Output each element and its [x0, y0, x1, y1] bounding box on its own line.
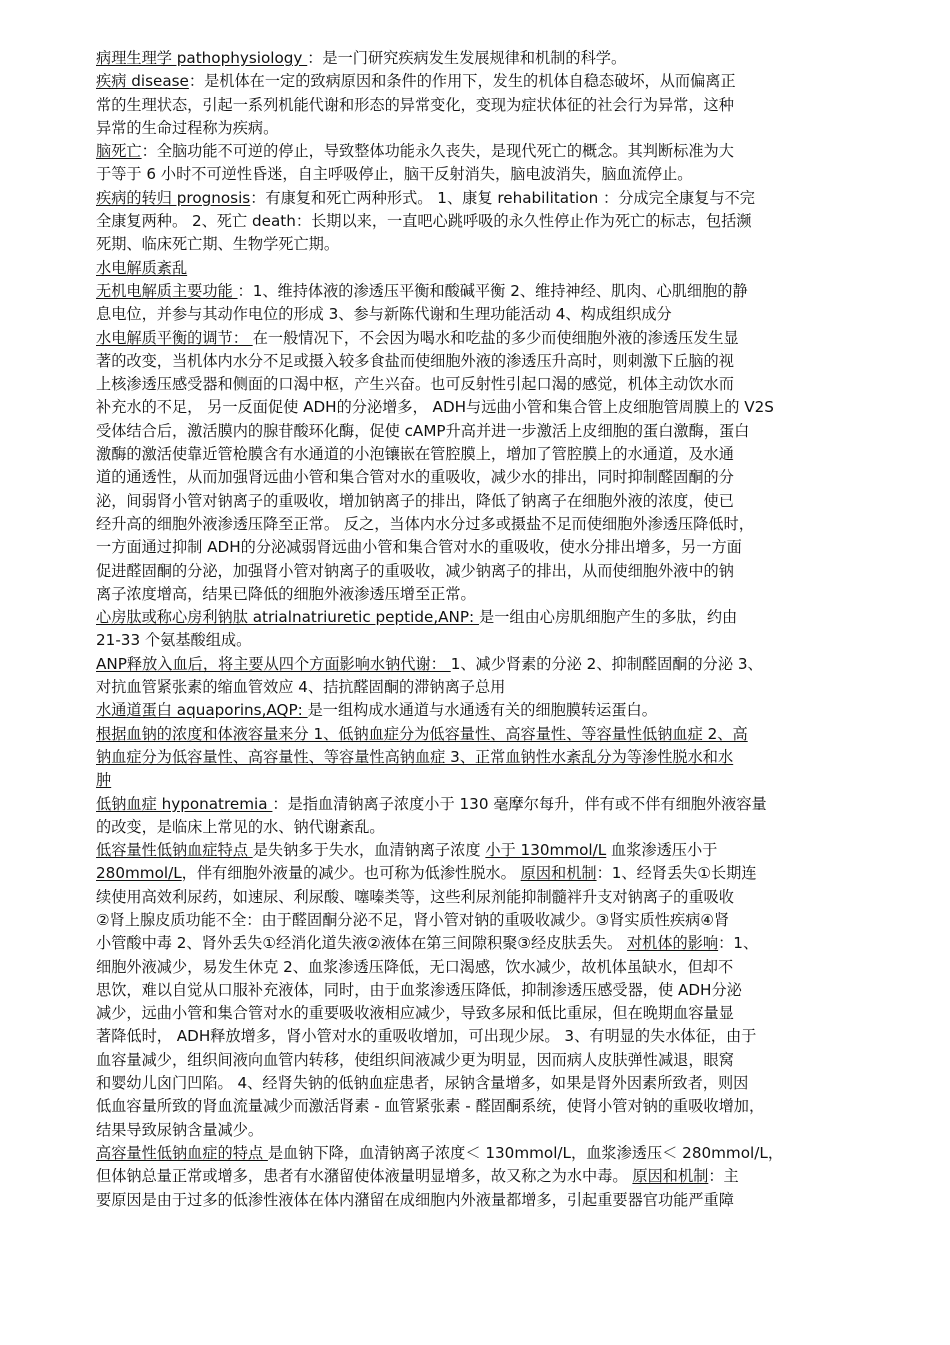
text-line	[96, 1142, 908, 1165]
text-segment: 一方面通过抑制 ADH的分泌减弱肾远曲小管和集合管对水的重吸收，使水分排出增多，另一方面	[96, 538, 742, 557]
text-line	[96, 280, 908, 303]
text-segment: ：是指血清钠离子浓度小于 130 毫摩尔每升，伴有或不伴有细胞外液容量	[272, 794, 767, 813]
text-segment: 著降低时， ADH释放增多，肾小管对水的重吸收增加，可出现少尿。 3、有明显的失水体征，由于	[96, 1027, 757, 1046]
underlined-term: 水电解质紊乱	[96, 258, 188, 277]
underlined-term: 高容量性低钠血症的特点	[96, 1143, 268, 1162]
text-segment: 经升高的细胞外液渗透压降至正常。 反之，当体内水分过多或摄盐不足而使细胞外渗透压降低时，	[96, 514, 754, 533]
text-line	[96, 583, 908, 606]
text-segment: ：1、维持体液的渗透压平衡和酸碱平衡 2、维持神经、肌肉、心肌细胞的静	[237, 281, 748, 300]
text-segment: 促进醛固酮的分泌，加强肾小管对钠离子的重吸收，减少钠离子的排出，从而使细胞外液中的钠	[96, 561, 734, 580]
text-line	[96, 1095, 908, 1118]
underlined-term: 根据血钠的浓度和体液容量来分 1、低钠血症分为低容量性、高容量性、等容量性低钠血症 2、高	[96, 724, 748, 743]
text-segment: 血浆渗透压小于	[606, 841, 718, 860]
text-segment: 死期、临床死亡期、生物学死亡期。	[96, 235, 339, 254]
text-segment: 但体钠总量正常或增多，患者有水潴留使体液量明显增多，故又称之为水中毒。	[96, 1167, 633, 1186]
text-segment: 补充水的不足， 另一反面促使 ADH的分泌增多， ADH与远曲小管和集合管上皮细胞管周膜上的 V2S	[96, 398, 774, 417]
text-segment: 的改变，是临床上常见的水、钠代谢紊乱。	[96, 817, 385, 836]
text-segment: 低血容量所致的肾血流量减少而激活肾素 - 血管紧张素 - 醛固酮系统，使肾小管对钠的重吸收增加，	[96, 1097, 765, 1116]
underlined-term: 心房肽或称心房利钠肽 atrialnatriuretic peptide,ANP:	[96, 608, 480, 627]
underlined-term: 低钠血症 hyponatremia	[96, 794, 273, 813]
text-segment: 受体结合后，激活膜内的腺苷酸环化酶，促使 cAMP升高并进一步激活上皮细胞的蛋白激酶，蛋白	[96, 421, 750, 440]
underlined-term: 280mmol/L	[96, 864, 182, 883]
text-line	[96, 536, 908, 559]
text-line	[96, 769, 908, 792]
text-line	[96, 629, 908, 652]
text-line	[96, 723, 908, 746]
document-body	[96, 47, 908, 1212]
text-line	[96, 816, 908, 839]
text-line	[96, 163, 908, 186]
text-line	[96, 350, 908, 373]
text-segment: 和婴幼儿囟门凹陷。 4、经肾失钠的低钠血症患者，尿钠含量增多，如果是肾外因素所致者，则因	[96, 1074, 749, 1093]
underlined-term: 肿	[96, 771, 112, 790]
text-segment: 是失钠多于失水，血清钠离子浓度	[252, 841, 486, 860]
text-line	[96, 909, 908, 932]
text-line	[96, 373, 908, 396]
text-segment: ：1、经肾丢失①长期连	[596, 864, 757, 883]
text-line	[96, 606, 908, 629]
underlined-term: 钠血症分为低容量性、高容量性、等容量性高钠血症 3、正常血钠性水紊乱分为等渗性脱水和水	[96, 747, 734, 766]
text-segment: ，伴有细胞外液量的减少。也可称为低渗性脱水。	[181, 864, 521, 883]
text-line	[96, 466, 908, 489]
text-segment: 减少，远曲小管和集合管对水的重要吸收液相应减少，导致多尿和低比重尿，但在晚期血容量显	[96, 1004, 734, 1023]
text-line	[96, 327, 908, 350]
text-line	[96, 513, 908, 536]
text-line	[96, 699, 908, 722]
text-line	[96, 94, 908, 117]
text-line	[96, 303, 908, 326]
text-line	[96, 1072, 908, 1095]
text-line	[96, 839, 908, 862]
text-segment: 思饮，难以自觉从口服补充液体，同时，由于血浆渗透压降低，抑制渗透压感受器，使 ADH分泌	[96, 980, 742, 999]
text-segment: 常的生理状态，引起一系列机能代谢和形态的异常变化，变现为症状体征的社会行为异常，这种	[96, 95, 734, 114]
text-segment: 结果导致尿钠含量减少。	[96, 1120, 264, 1139]
underlined-term: 病理生理学 pathophysiology	[96, 49, 308, 67]
text-line	[96, 257, 908, 280]
text-segment: 上核渗透压感受器和侧面的口渴中枢，产生兴奋。也可反射性引起口渴的感觉，机体主动饮水而	[96, 375, 734, 394]
text-segment: 息电位，并参与其动作电位的形成 3、参与新陈代谢和生理功能活动 4、构成组织成分	[96, 305, 672, 324]
underlined-term: 疾病 disease	[96, 72, 189, 91]
text-line	[96, 862, 908, 885]
text-line	[96, 956, 908, 979]
text-segment: ：是一门研究疾病发生发展规律和机制的科学。	[307, 49, 627, 67]
underlined-term: 对机体的影响	[626, 934, 719, 953]
text-segment: 血容量减少，组织间液向血管内转移，使组织间液减少更为明显，因而病人皮肤弹性减退，眼窝	[96, 1050, 734, 1069]
text-segment: 离子浓度增高，结果已降低的细胞外液渗透压增至正常。	[96, 584, 476, 603]
text-segment: 泌，间弱肾小管对钠离子的重吸收，增加钠离子的排出，降低了钠离子在细胞外液的浓度，使已	[96, 491, 734, 510]
text-line	[96, 932, 908, 955]
text-line	[96, 979, 908, 1002]
text-line	[96, 1025, 908, 1048]
text-line	[96, 47, 908, 70]
text-segment: 在一般情况下，不会因为喝水和吃盐的多少而使细胞外液的渗透压发生显	[252, 328, 739, 347]
text-segment: 1、减少肾素的分泌 2、抑制醛固酮的分泌 3、	[450, 654, 763, 673]
text-line	[96, 1119, 908, 1142]
text-line	[96, 1002, 908, 1025]
text-segment: ：1、	[718, 934, 759, 953]
text-segment: ②肾上腺皮质功能不全：由于醛固酮分泌不足，肾小管对钠的重吸收减少。③肾实质性疾病④肾	[96, 910, 730, 929]
underlined-term: 脑死亡	[96, 142, 142, 161]
underlined-term: 原因和机制	[520, 864, 597, 883]
text-segment: 是一组由心房肌细胞产生的多肽，约由	[479, 608, 738, 627]
text-segment: 要原因是由于过多的低渗性液体在体内潴留在成细胞内外液量都增多，引起重要器官功能严重障	[96, 1190, 734, 1209]
underlined-term: 低容量性低钠血症特点	[96, 841, 253, 860]
text-segment: ：有康复和死亡两种形式。 1、康复 rehabilitation ：分成完全康复与不完	[250, 188, 755, 207]
text-line	[96, 140, 908, 163]
underlined-term: ANP释放入血后，将主要从四个方面影响水钠代谢：	[96, 654, 451, 673]
text-line	[96, 117, 908, 140]
text-line	[96, 653, 908, 676]
text-line	[96, 420, 908, 443]
text-segment: 激酶的激活使靠近管枪膜含有水通道的小泡镶嵌在管腔膜上，增加了管腔膜上的水通道，及水通	[96, 445, 734, 464]
underlined-term: 原因和机制	[632, 1167, 709, 1186]
text-segment: ：是机体在一定的致病原因和条件的作用下，发生的机体自稳态破坏，从而偏离正	[188, 72, 736, 91]
text-segment: 是血钠下降，血清钠离子浓度＜ 130mmol/L，血浆渗透压＜ 280mmol/L，	[267, 1143, 784, 1162]
text-line	[96, 886, 908, 909]
text-segment: 小管酸中毒 2、肾外丢失①经消化道失液②液体在第三间隙积聚③经皮肤丢失。	[96, 934, 627, 953]
underlined-term: 小于 130mmol/L	[485, 841, 607, 860]
text-segment: 是一组构成水通道与水通透有关的细胞膜转运蛋白。	[307, 701, 657, 720]
text-segment: 21-33 个氨基酸组成。	[96, 631, 252, 650]
underlined-term: 疾病的转归 prognosis	[96, 188, 251, 207]
text-segment: 著的改变，当机体内水分不足或摄入较多食盐而使细胞外液的渗透压升高时，则刺激下丘脑的视	[96, 351, 734, 370]
text-line	[96, 1165, 908, 1188]
text-line	[96, 1049, 908, 1072]
text-segment: 对抗血管紧张素的缩血管效应 4、拮抗醛固酮的滞钠离子总用	[96, 678, 506, 697]
text-line	[96, 490, 908, 513]
text-line	[96, 210, 908, 233]
underlined-term: 水通道蛋白 aquaporins,AQP:	[96, 701, 308, 720]
text-segment: 细胞外液减少，易发生休克 2、血浆渗透压降低，无口渴感，饮水减少，故机体虽缺水，但却不	[96, 957, 734, 976]
underlined-term: 无机电解质主要功能	[96, 281, 238, 300]
text-line	[96, 560, 908, 583]
text-line	[96, 70, 908, 93]
text-line	[96, 746, 908, 769]
text-segment: 于等于 6 小时不可逆性昏迷，自主呼吸停止，脑干反射消失，脑电波消失，脑血流停止。	[96, 165, 693, 184]
text-segment: 道的通透性，从而加强肾远曲小管和集合管对水的重吸收，减少水的排出，同时抑制醛固酮的分	[96, 468, 734, 487]
text-segment: 异常的生命过程称为疾病。	[96, 118, 279, 137]
text-line	[96, 233, 908, 256]
text-segment: 全康复两种。 2、死亡 death：长期以来，一直吧心跳呼吸的永久性停止作为死亡的标志，包括濒	[96, 212, 752, 231]
text-line	[96, 187, 908, 210]
text-line	[96, 443, 908, 466]
text-segment: 续使用高效利尿药，如速尿、利尿酸、噻嗪类等，这些利尿剂能抑制髓袢升支对钠离子的重吸收	[96, 887, 734, 906]
text-line	[96, 793, 908, 816]
text-line	[96, 676, 908, 699]
text-line	[96, 1189, 908, 1212]
underlined-term: 水电解质平衡的调节：	[96, 328, 253, 347]
text-segment: ：全脑功能不可逆的停止，导致整体功能永久丧失，是现代死亡的概念。其判断标准为大	[141, 142, 734, 161]
text-segment: ：主	[708, 1167, 739, 1186]
text-line	[96, 396, 908, 419]
